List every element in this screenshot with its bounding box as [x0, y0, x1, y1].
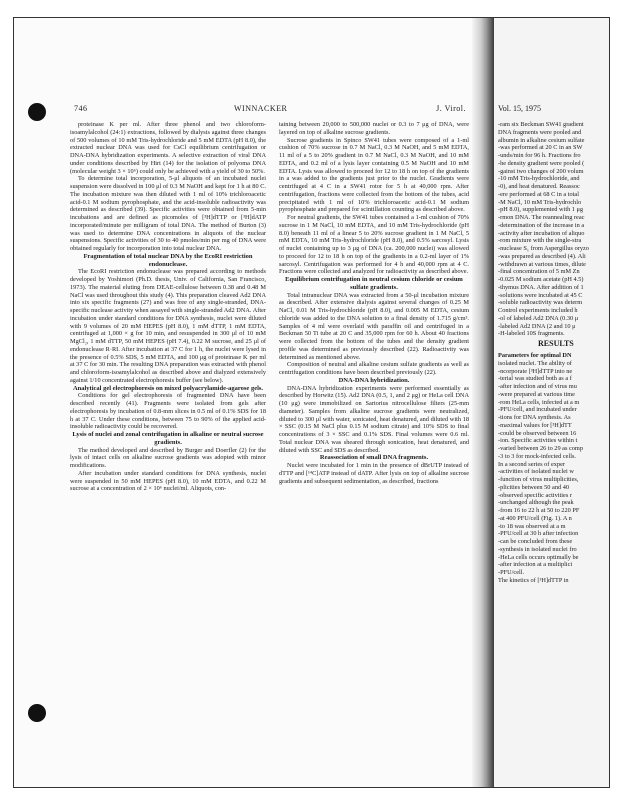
text-line: -ere performed at 68 C in a total: [498, 190, 579, 198]
text-line: In a second series of exper: [498, 460, 565, 468]
text-line: -varied between 26 to 29 as comp: [498, 445, 583, 452]
text-line: -could be observed between 16: [498, 429, 577, 437]
left-column-2: [279, 121, 469, 485]
text-line: -plicities between 50 and 40: [498, 483, 569, 491]
paragraph: The method developed and described by Burger and Doerfler (2) for the lysis of intact cells on alkaline sucrose gradients was adopted with minor modifications.: [70, 446, 266, 469]
text-line: -0.025 M sodium acetate (pH 4.5): [498, 276, 584, 283]
running-author: WINNACKER: [234, 104, 288, 113]
section-heading: Analytical gel electrophoresis on mixed polyacrylamide-agarose gels.: [72, 384, 264, 392]
text-line: -at 400 PFU/cell (Fig. 1). A n: [498, 514, 572, 522]
paragraph: After incubation under standard conditions for DNA synthesis, nuclei were suspended in 50 mM HEPES (pH 8.0), 10 mM EDTA, and 0.22 M sucrose at a concentration of 2 × 10⁶ nuclei/ml. Aliquots, con-: [70, 469, 266, 493]
text-line: -was prepared as described (4). Ali: [498, 252, 586, 260]
paragraph: The EcoRI restriction endonuclease was prepared according to methods developed by Yoshimori (Ph.D. thesis, Univ. of California, San Francisco, 1973). The material eluting from DEAE-cellulose between 0.38 and 0.48 M NaCl was used throughout this study (4). This preparation cleaved Ad2 DNA into six specific fragments (27) and was free of any single-stranded, DNA-specific nuclease activity when assayed with single-stranded Ad2 DNA. After incubation under standard conditions for DNA synthesis, nuclei were diluted with 9 volumes of 20 mM HEPES (pH 8.0), 1 mM dTTP, 1 mM EDTA, centrifuged at 1,000 × g for 10 min, and resuspended in 300 μl of 10 mM MgCl₂, 1 mM dTTP, 50 mM HEPES (pH 7.4), 0.22 M sucrose, and 25 μl of endonuclease R·RI. After incubation at 37 C for 1 h, the nuclei were lysed in the presence of 0.5% SDS, 5 mM EDTA, and 100 μg of proteinase K per ml at 37 C for 30 min. The resulting DNA preparation was extracted with phenol and chloroform-isoamylalcohol as described above and dialyzed extensively against 1/10 concentrated electrophoresis buffer (see below).: [70, 268, 266, 384]
text-line: -gainst two changes of 200 volum: [498, 167, 584, 175]
right-page: [494, 18, 610, 788]
text-line: -0), and heat denatured. Reassoc: [498, 183, 580, 190]
book-gutter-shadow: [472, 18, 494, 788]
text-line: -10 mM Tris-hydrochloride, and: [498, 175, 580, 183]
paragraph: To determine total incorporation, 5-μl aliquots of an incubated nuclei suspension were dissolved in 100 μl of 0.3 M NaOH and kept for 1 h at 80 C. The incubation mixture was then diluted with 1 ml of 10% trichloroacetic acid-0.1 M sodium pyrophosphate, and the acid-insoluble radioactivity was determined as described (39). Specific activities were obtained from 5-min incubations and are defined as picomoles of [³H]dTTP or [³H]dATP incorporated/minute per milligram of total DNA. The method of Burton (3) was used to determine DNA concentrations in aliquots of the nuclear suspensions. Specific activities of 30 to 40 pmoles/min per mg of DNA were obtained regularly for incorporation into total nuclear DNA.: [70, 175, 266, 252]
binder-hole-bottom: [28, 704, 46, 722]
section-heading: DNA-DNA hybridization.: [338, 376, 410, 384]
text-line: -maximal values for [³H]dTT: [498, 421, 572, 429]
text-line: -nuclease S₁ from Aspergillus oryzo: [498, 245, 589, 252]
paragraph: For neutral gradients, the SW41 tubes contained a 1-ml cushion of 70% sucrose in 1 M NaCl, 10 mM EDTA, and 10 mM Tris-hydrochloride (pH 8.0) beneath 11 ml of a linear 5 to 20% sucrose gradient in 1 M NaCl, 5 mM EDTA, 10 mM Tris-hydrochloride (pH 8.0), and 0.5% sarcosyl. Lysis of nuclei containing up to 3 μg of DNA (ca. 200,000 nuclei) was allowed to proceed for 12 to 18 h on top of the gradients in a 0.2-ml layer of 1% sarcosyl. Centrifugation was performed for 4 h and 40,000 rpm at 4 C. Fractions were collected and analyzed for radioactivity as described above.: [279, 214, 469, 276]
section-heading: Lysis of nuclei and zonal centrifugation in alkaline or neutral sucrose gradients.: [72, 431, 264, 446]
paragraph: Composition of neutral and alkaline cesium sulfate gradients as well as centrifugation conditions have been described previously (22).: [279, 361, 469, 376]
text-line: -determination of the increase in a: [498, 221, 585, 229]
text-line: -withdrawn at various times, dilute: [498, 260, 586, 268]
page-number: 746: [74, 104, 88, 113]
text-line: The kinetics of [³H]dTTP in: [498, 576, 569, 584]
text-line: -unchanged although the peak: [498, 499, 574, 507]
text-line: -H-labeled 10S fragments.: [498, 330, 565, 338]
paragraph: Nuclei were incubated for 1 min in the presence of dBrUTP instead of dTTP and [¹⁴C]ATP instead of dATP. After lysis on top of alkaline sucrose gradients and subsequent sedimentation, as described, fractions: [279, 462, 469, 485]
paragraph: proteinase K per ml. After three phenol and two chloroform-isoamylalcohol (24:1) extractions, followed by dialysis against three changes of 500 volumes of 10 mM Tris-hydrochloride and 5 mM EDTA (pH 8.0), the extracted nuclear DNA was used for CsCl equilibrium centrifugation or DNA-DNA hybridization experiments. A selective extraction of viral DNA under conditions described by Hirt (14) for the isolation of polyoma DNA (molecular weight 3 × 10⁶) could only be achieved with a yield of 30 to 50%.: [70, 121, 266, 175]
section-heading: Reassociation of small DNA fragments.: [319, 454, 429, 462]
text-line: -final concentration of 5 mM Zn: [498, 268, 580, 276]
text-line: -PFU/cell at 30 h after infection: [498, 530, 579, 538]
text-line: -PFU/cell.: [498, 569, 525, 576]
text-line: Control experiments included h: [498, 307, 578, 314]
text-line: -observed specific activities r: [498, 491, 572, 499]
right-page-header: Vol. 15, 1975: [498, 104, 541, 113]
text-line: -rom HeLa cells, infected at a m: [498, 398, 580, 406]
text-line: -pH 8.0), supplemented with 1 μg: [498, 206, 584, 214]
text-line: -PFU/cell, and incubated under: [498, 406, 577, 414]
text-line: -after infection and of virus mu: [498, 383, 577, 390]
paragraph: Conditions for gel electrophoresis of fragmented DNA have been described recently (41). Fragments were isolated from gels after electrophoresis by incubation of 0.8-mm slices in 0.5 ml of 0.1% SDS for 18 h at 37 C. Under these conditions, between 75 to 90% of the applied acid-insoluble radioactivity could be recovered.: [70, 392, 266, 431]
text-line: -activities of isolated nuclei w: [498, 468, 574, 476]
text-line: -labeled Ad2 DNA (2 and 10 μ: [498, 322, 576, 330]
binder-hole-top: [28, 103, 46, 121]
text-line: -synthesis in isolated nuclei fro: [498, 545, 577, 553]
running-journal: J. Virol.: [436, 104, 466, 113]
text-line: -soluble radioactivity was determ: [498, 299, 583, 307]
paragraph: DNA-DNA hybridization experiments were performed essentially as described by Horwitz (15). Ad2 DNA (0.5, 1, and 2 μg) or HeLa cell DNA (10 μg) were immobilized on Sartorius nitrocellulose filters (25-mm diameter). Samples from alkaline sucrose gradients were neutralized, diluted to 300 μl with water, sonicated, heat denatured, and diluted with 18 × SSC (0.15 M NaCl plus 0.15 M sodium citrate) and 10% SDS to final concentrations of 3 × SSC and 0.1% SDS. Final volumes were 0.6 ml. Total nuclear DNA was sheared through sonication, heat denatured, and diluted with SSC and SDS as described.: [279, 384, 469, 454]
text-line: -can be concluded from these: [498, 538, 573, 545]
text-line: -terial was studied both as a f: [498, 375, 572, 383]
text-line: -from 16 to 22 h at 50 to 220 PF: [498, 507, 580, 514]
paragraph: Sucrose gradients in Spinco SW41 tubes were composed of a 1-ml cushion of 70% sucrose in 0.7 M NaCl, 0.3 M NaOH, and 5 mM EDTA, 11 ml of a 5 to 20% gradient in 0.7 M NaCl, 0.3 M NaOH, and 10 mM EDTA, and 0.2 ml of a lysis layer containing 0.5 M NaOH and 10 mM EDTA. Lysis was allowed to proceed for 12 to 18 h on top of the gradients in a was added to the gradients just prior to the nuclei. Gradients were centrifuged at 4 C in a SW41 rotor for 5 h at 40,000 rpm. After centrifugation, fractions were collected from the bottom of the tubes, acid precipitated with 1 ml of 10% trichloroacetic acid-0.1 M sodium pyrophosphate and prepared for scintillation counting as described above.: [279, 136, 469, 214]
scan-frame: [13, 17, 610, 788]
text-line: -solutions were incubated at 45 C: [498, 291, 583, 299]
text-line: -thymus DNA. After addition of 1: [498, 283, 584, 291]
text-line: -3 to 3 for mock-infected cells.: [498, 452, 576, 460]
text-line: -ion. Specific activities within t: [498, 437, 578, 445]
text-line: -after infection at a multiplici: [498, 561, 573, 569]
text-line: -was performed at 20 C in an SW: [498, 144, 583, 152]
text-line: -function of virus multiplicities,: [498, 476, 579, 483]
text-line: -rom mixture with the single-stra: [498, 237, 582, 245]
section-title-results: RESULTS: [538, 340, 574, 348]
text-line: DNA fragments were pooled and: [498, 128, 582, 136]
text-line: -M NaCl, 10 mM Tris-hydrochlo: [498, 198, 582, 206]
text-line: -ncorporate [³H]dTTP into ne: [498, 367, 573, 375]
text-line: -were prepared at various time: [498, 390, 575, 398]
section-heading: Fragmentation of total nuclear DNA by the EcoRI restriction endonuclease.: [83, 252, 253, 268]
text-line: -he density gradient were pooled (: [498, 159, 585, 167]
paragraph: taining between 20,000 to 500,000 nuclei or 0.3 to 7 μg of DNA, were layered on top of alkaline sucrose gradients.: [279, 121, 469, 136]
section-heading: Equilibrium centrifugation in neutral cesium chloride or cesium sulfate gradients.: [285, 276, 463, 291]
paragraph: Total intranuclear DNA was extracted from a 50-μl incubation mixture as described. After extensive dialysis against several changes of 0.25 M NaCl, 0.01 M Tris-hydrochloride (pH 8.0), and 0.005 M EDTA, cesium chloride was added to the DNA solution to a final density of 1.715 g/cm³. Samples of 4 ml were overlaid with paraffin oil and centrifuged in a Beckman 50 Ti tube at 20 C and 35,000 rpm for 60 h. About 40 fractions were collected from the bottom of the tubes and the density gradient profile was determined as previously described (22). Radioactivity was determined as mentioned above.: [279, 291, 469, 361]
text-line: -activity after incubation of aliquo: [498, 229, 585, 237]
text-line: -unds/min for 96 h. Fractions fro: [498, 152, 581, 159]
right-page-column: [498, 121, 610, 585]
text-line: -ol of labeled Ad2 DNA (0.30 μ: [498, 314, 579, 322]
text-line: -HeLa cells occurs optimally be: [498, 553, 579, 561]
text-line: isolated nuclei. The ability of: [498, 359, 572, 367]
left-column-1: [70, 121, 266, 493]
text-line: -ram six Beckman SW41 gradient: [498, 121, 584, 128]
text-line: -rmon DNA. The reannealing reac: [498, 214, 585, 221]
subheading: Parameters for optimal DN: [498, 352, 572, 359]
text-line: -tions for DNA synthesis. As: [498, 414, 571, 421]
text-line: albumin in alkaline cesium sulfate: [498, 136, 585, 144]
text-line: -to 18 was observed at a m: [498, 522, 566, 530]
